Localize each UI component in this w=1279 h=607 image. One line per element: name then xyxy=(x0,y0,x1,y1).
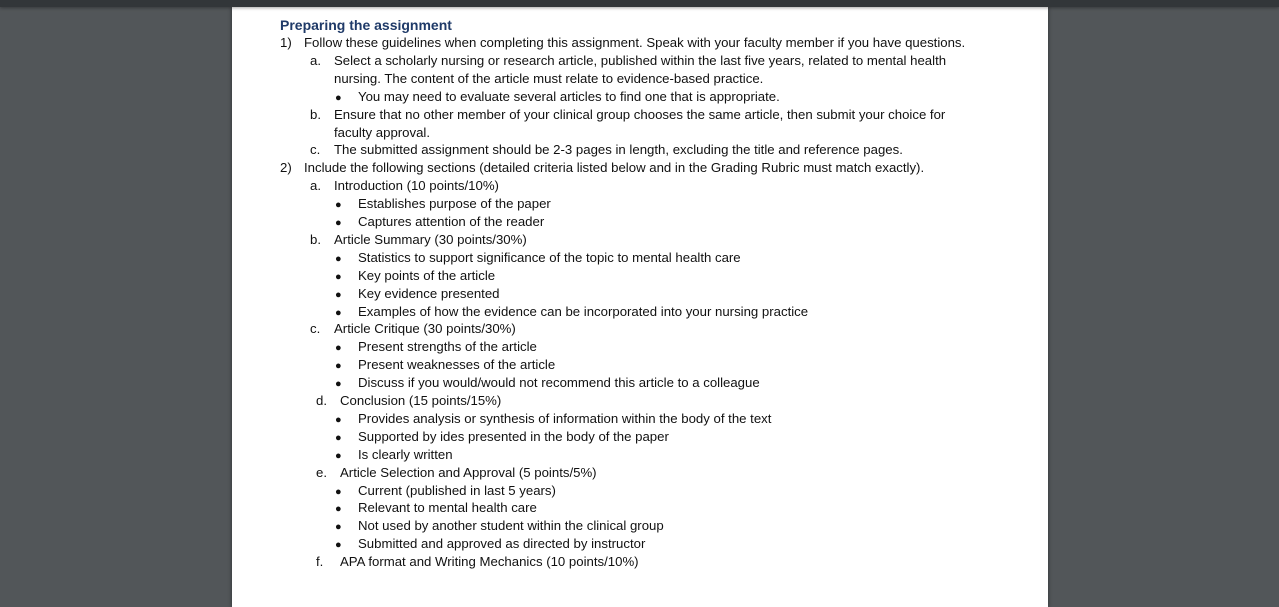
sub-item-letter: b. xyxy=(310,106,321,122)
bullet-item-text: Relevant to mental health care xyxy=(358,500,537,516)
sub-item-text: APA format and Writing Mechanics (10 points/10%) xyxy=(340,554,639,570)
bullet-icon: ● xyxy=(335,378,342,391)
sub-item-letter: c. xyxy=(310,142,321,158)
sub-item-text: The submitted assignment should be 2-3 pages in length, excluding the title and reference pages. xyxy=(334,142,903,158)
bullet-icon: ● xyxy=(335,449,342,462)
bullet-item-text: Submitted and approved as directed by instructor xyxy=(358,536,646,552)
bullet-item-text: Provides analysis or synthesis of information within the body of the text xyxy=(358,410,772,426)
sub-item-text: faculty approval. xyxy=(334,124,431,140)
bullet-item-text: Is clearly written xyxy=(358,446,453,462)
list-item-text: Include the following sections (detailed criteria listed below and in the Grading Rubric must match exactly). xyxy=(304,160,925,176)
sub-item-letter: b. xyxy=(310,231,321,247)
bullet-item-text: Discuss if you would/would not recommend this article to a colleague xyxy=(358,375,760,391)
bullet-icon: ● xyxy=(335,288,342,301)
list-number: 2) xyxy=(280,160,292,176)
sub-item-letter: e. xyxy=(316,464,327,480)
list-item-text: Follow these guidelines when completing this assignment. Speak with your faculty member if you have questions. xyxy=(304,35,966,50)
bullet-icon: ● xyxy=(335,217,342,229)
section-heading: Preparing the assignment xyxy=(280,17,452,33)
sub-item-text: Article Selection and Approval (5 points/5%) xyxy=(340,464,597,480)
bullet-item-text: Statistics to support significance of the topic to mental health care xyxy=(358,249,741,265)
sub-item-text: Article Summary (30 points/30%) xyxy=(334,231,527,247)
bullet-item-text: Establishes purpose of the paper xyxy=(358,196,551,212)
sub-item-letter: a. xyxy=(310,178,321,194)
bullet-icon: ● xyxy=(335,91,342,104)
sub-item-text: Introduction (10 points/10%) xyxy=(334,178,499,194)
bullet-item-text: Present weaknesses of the article xyxy=(358,357,556,373)
bullet-icon: ● xyxy=(335,485,342,498)
bullet-item-text: Key points of the article xyxy=(358,267,496,283)
bullet-icon: ● xyxy=(335,521,342,534)
bullet-icon: ● xyxy=(335,360,342,373)
document-page xyxy=(232,7,1048,607)
sub-item-text: Select a scholarly nursing or research article, published within the last five years, related to mental health xyxy=(334,52,947,68)
bullet-icon: ● xyxy=(335,342,342,355)
bullet-icon: ● xyxy=(335,252,342,265)
bullet-item-text: Current (published in last 5 years) xyxy=(358,482,556,498)
sub-item-letter: f. xyxy=(316,554,324,570)
bullet-item-text: Key evidence presented xyxy=(358,285,500,301)
viewer-toolbar xyxy=(0,0,1279,7)
bullet-item-text: Not used by another student within the clinical group xyxy=(358,518,664,534)
sub-item-text: Conclusion (15 points/15%) xyxy=(340,393,502,408)
bullet-icon: ● xyxy=(335,503,342,516)
bullet-icon: ● xyxy=(335,539,342,552)
bullet-icon: ● xyxy=(335,199,342,212)
bullet-icon: ● xyxy=(335,306,342,319)
bullet-item-text: Supported by ides presented in the body of the paper xyxy=(358,428,669,444)
bullet-icon: ● xyxy=(335,413,342,426)
bullet-item-text: Examples of how the evidence can be incorporated into your nursing practice xyxy=(358,303,809,319)
list-number: 1) xyxy=(280,35,292,50)
sub-item-letter: a. xyxy=(310,52,321,68)
bullet-icon: ● xyxy=(335,431,342,444)
sub-item-text: Article Critique (30 points/30%) xyxy=(334,321,516,337)
sub-item-letter: d. xyxy=(316,393,327,408)
sub-item-text: nursing. The content of the article must relate to evidence-based practice. xyxy=(334,70,764,86)
bullet-item-text: Present strengths of the article xyxy=(358,339,537,355)
bullet-item-text: Captures attention of the reader xyxy=(358,214,545,229)
bullet-icon: ● xyxy=(335,270,342,283)
sub-item-letter: c. xyxy=(310,321,321,337)
bullet-item-text: You may need to evaluate several articles to find one that is appropriate. xyxy=(358,88,780,104)
sub-item-text: Ensure that no other member of your clinical group chooses the same article, then submit your choice for xyxy=(334,106,946,122)
